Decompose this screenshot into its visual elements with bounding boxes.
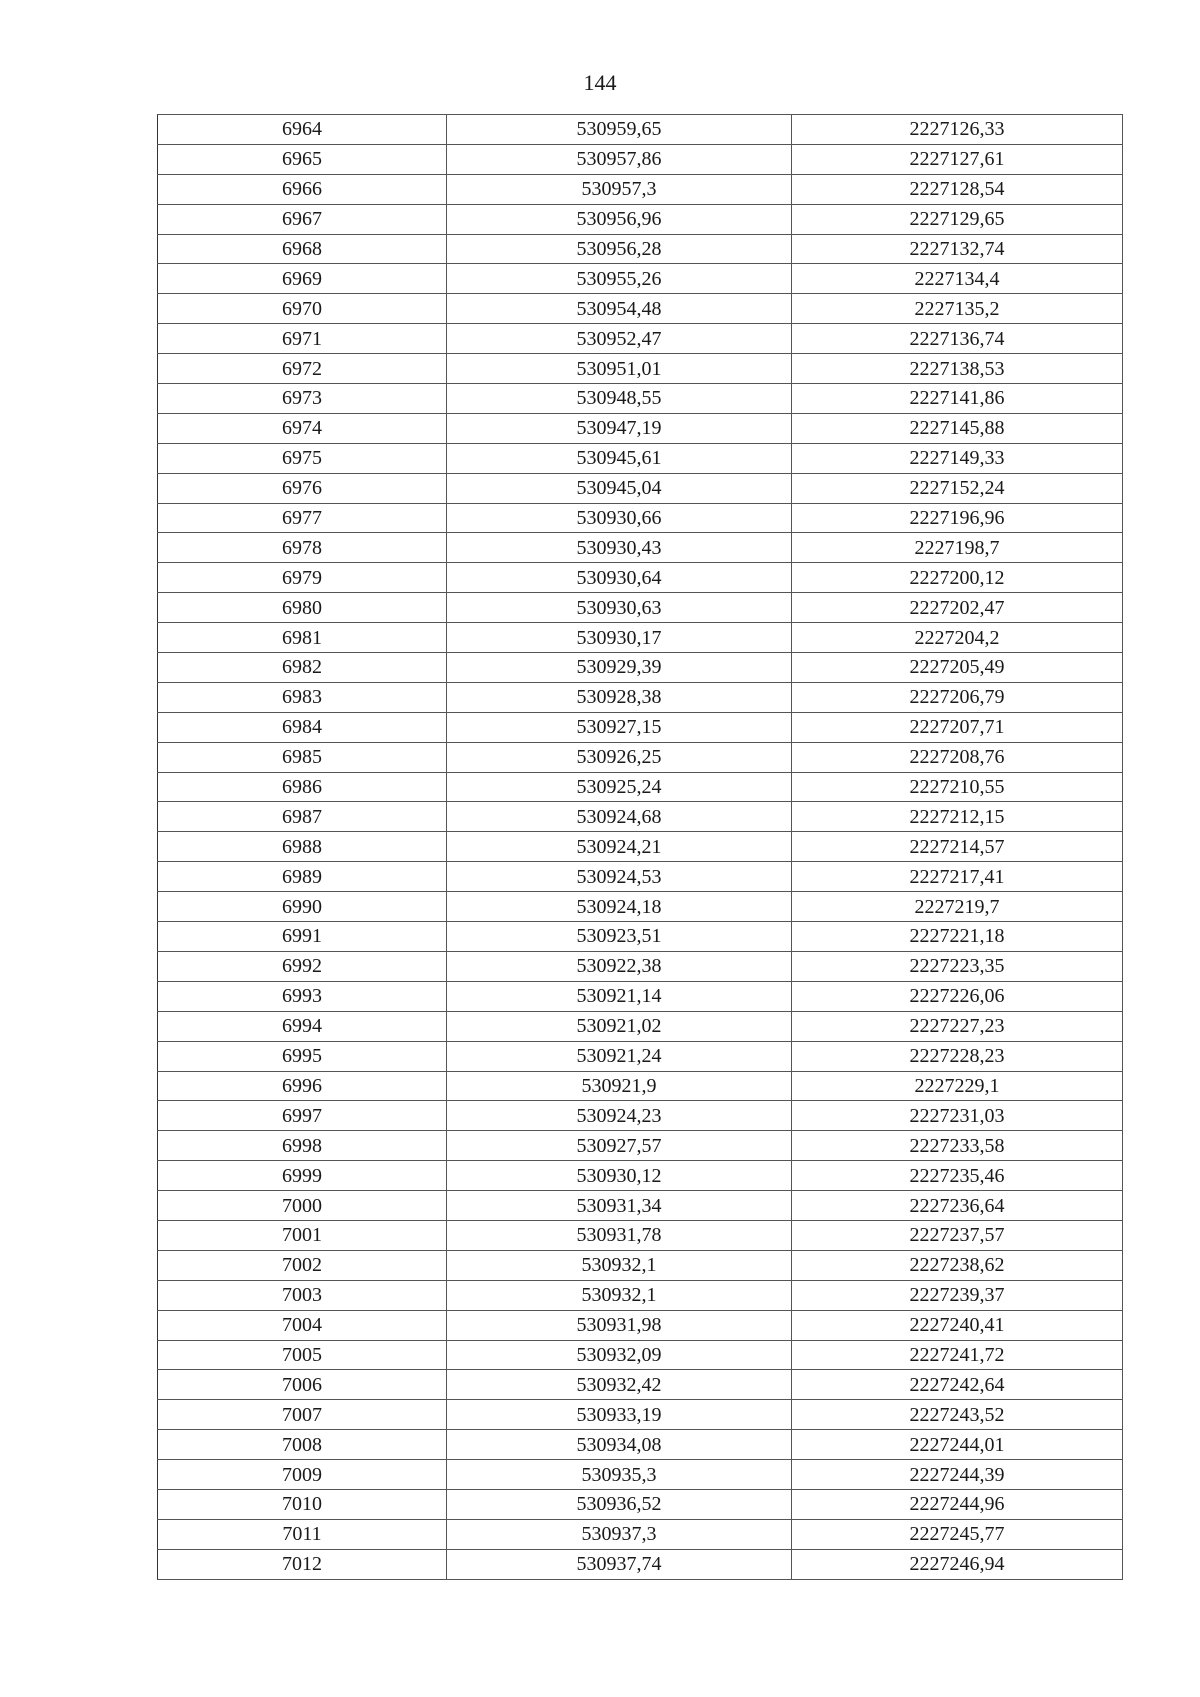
table-row <box>158 294 1123 324</box>
x-coordinate-cell: 530925,24 <box>447 772 792 802</box>
point-number-cell: 7010 <box>158 1489 447 1519</box>
coordinates-table-body <box>158 115 1123 1580</box>
y-coordinate-cell: 2227129,65 <box>792 204 1123 234</box>
x-coordinate-cell: 530951,01 <box>447 354 792 384</box>
point-number-cell: 6992 <box>158 951 447 981</box>
table-row <box>158 1250 1123 1280</box>
y-coordinate-cell: 2227233,58 <box>792 1131 1123 1161</box>
table-row <box>158 264 1123 294</box>
y-coordinate-cell: 2227246,94 <box>792 1549 1123 1579</box>
y-coordinate-cell: 2227204,2 <box>792 623 1123 653</box>
y-coordinate-cell: 2227223,35 <box>792 951 1123 981</box>
x-coordinate-cell: 530933,19 <box>447 1400 792 1430</box>
point-number-cell: 6993 <box>158 981 447 1011</box>
point-number-cell: 6973 <box>158 384 447 414</box>
point-number-cell: 7005 <box>158 1340 447 1370</box>
table-row <box>158 384 1123 414</box>
point-number-cell: 6968 <box>158 234 447 264</box>
table-row <box>158 802 1123 832</box>
table-row <box>158 174 1123 204</box>
x-coordinate-cell: 530934,08 <box>447 1430 792 1460</box>
y-coordinate-cell: 2227208,76 <box>792 742 1123 772</box>
point-number-cell: 7004 <box>158 1310 447 1340</box>
y-coordinate-cell: 2227135,2 <box>792 294 1123 324</box>
y-coordinate-cell: 2227205,49 <box>792 653 1123 683</box>
point-number-cell: 6966 <box>158 174 447 204</box>
y-coordinate-cell: 2227221,18 <box>792 922 1123 952</box>
x-coordinate-cell: 530931,98 <box>447 1310 792 1340</box>
point-number-cell: 6990 <box>158 892 447 922</box>
y-coordinate-cell: 2227240,41 <box>792 1310 1123 1340</box>
y-coordinate-cell: 2227238,62 <box>792 1250 1123 1280</box>
point-number-cell: 7001 <box>158 1220 447 1250</box>
table-row <box>158 742 1123 772</box>
table-row <box>158 832 1123 862</box>
point-number-cell: 6981 <box>158 623 447 653</box>
x-coordinate-cell: 530930,17 <box>447 623 792 653</box>
point-number-cell: 6980 <box>158 593 447 623</box>
y-coordinate-cell: 2227236,64 <box>792 1191 1123 1221</box>
table-row <box>158 593 1123 623</box>
table-row <box>158 1370 1123 1400</box>
y-coordinate-cell: 2227141,86 <box>792 384 1123 414</box>
x-coordinate-cell: 530932,1 <box>447 1250 792 1280</box>
point-number-cell: 6991 <box>158 922 447 952</box>
y-coordinate-cell: 2227138,53 <box>792 354 1123 384</box>
y-coordinate-cell: 2227132,74 <box>792 234 1123 264</box>
table-row <box>158 115 1123 145</box>
point-number-cell: 6988 <box>158 832 447 862</box>
y-coordinate-cell: 2227226,06 <box>792 981 1123 1011</box>
y-coordinate-cell: 2227231,03 <box>792 1101 1123 1131</box>
point-number-cell: 7008 <box>158 1430 447 1460</box>
point-number-cell: 6977 <box>158 503 447 533</box>
y-coordinate-cell: 2227229,1 <box>792 1071 1123 1101</box>
table-row <box>158 1340 1123 1370</box>
y-coordinate-cell: 2227136,74 <box>792 324 1123 354</box>
x-coordinate-cell: 530931,34 <box>447 1191 792 1221</box>
table-row <box>158 1011 1123 1041</box>
y-coordinate-cell: 2227219,7 <box>792 892 1123 922</box>
x-coordinate-cell: 530957,86 <box>447 144 792 174</box>
point-number-cell: 7000 <box>158 1191 447 1221</box>
table-row <box>158 1400 1123 1430</box>
x-coordinate-cell: 530924,23 <box>447 1101 792 1131</box>
x-coordinate-cell: 530930,43 <box>447 533 792 563</box>
x-coordinate-cell: 530930,64 <box>447 563 792 593</box>
point-number-cell: 6967 <box>158 204 447 234</box>
point-number-cell: 6989 <box>158 862 447 892</box>
x-coordinate-cell: 530937,3 <box>447 1519 792 1549</box>
x-coordinate-cell: 530922,38 <box>447 951 792 981</box>
x-coordinate-cell: 530936,52 <box>447 1489 792 1519</box>
x-coordinate-cell: 530956,96 <box>447 204 792 234</box>
y-coordinate-cell: 2227206,79 <box>792 682 1123 712</box>
x-coordinate-cell: 530927,15 <box>447 712 792 742</box>
point-number-cell: 6999 <box>158 1161 447 1191</box>
x-coordinate-cell: 530924,68 <box>447 802 792 832</box>
x-coordinate-cell: 530945,61 <box>447 443 792 473</box>
y-coordinate-cell: 2227241,72 <box>792 1340 1123 1370</box>
y-coordinate-cell: 2227152,24 <box>792 473 1123 503</box>
x-coordinate-cell: 530937,74 <box>447 1549 792 1579</box>
x-coordinate-cell: 530926,25 <box>447 742 792 772</box>
y-coordinate-cell: 2227239,37 <box>792 1280 1123 1310</box>
coordinates-table <box>157 114 1123 1580</box>
x-coordinate-cell: 530929,39 <box>447 653 792 683</box>
x-coordinate-cell: 530947,19 <box>447 413 792 443</box>
table-row <box>158 1191 1123 1221</box>
y-coordinate-cell: 2227212,15 <box>792 802 1123 832</box>
x-coordinate-cell: 530952,47 <box>447 324 792 354</box>
y-coordinate-cell: 2227127,61 <box>792 144 1123 174</box>
point-number-cell: 6972 <box>158 354 447 384</box>
table-row <box>158 413 1123 443</box>
x-coordinate-cell: 530948,55 <box>447 384 792 414</box>
point-number-cell: 6986 <box>158 772 447 802</box>
x-coordinate-cell: 530959,65 <box>447 115 792 145</box>
x-coordinate-cell: 530921,24 <box>447 1041 792 1071</box>
page-number: 144 <box>583 70 617 95</box>
point-number-cell: 6964 <box>158 115 447 145</box>
point-number-cell: 6982 <box>158 653 447 683</box>
table-row <box>158 862 1123 892</box>
point-number-cell: 6979 <box>158 563 447 593</box>
x-coordinate-cell: 530954,48 <box>447 294 792 324</box>
table-row <box>158 473 1123 503</box>
point-number-cell: 6994 <box>158 1011 447 1041</box>
y-coordinate-cell: 2227244,01 <box>792 1430 1123 1460</box>
table-row <box>158 1041 1123 1071</box>
x-coordinate-cell: 530931,78 <box>447 1220 792 1250</box>
y-coordinate-cell: 2227202,47 <box>792 593 1123 623</box>
table-row <box>158 1161 1123 1191</box>
table-row <box>158 1101 1123 1131</box>
y-coordinate-cell: 2227210,55 <box>792 772 1123 802</box>
table-row <box>158 1519 1123 1549</box>
y-coordinate-cell: 2227245,77 <box>792 1519 1123 1549</box>
table-row <box>158 144 1123 174</box>
y-coordinate-cell: 2227149,33 <box>792 443 1123 473</box>
y-coordinate-cell: 2227242,64 <box>792 1370 1123 1400</box>
point-number-cell: 6978 <box>158 533 447 563</box>
y-coordinate-cell: 2227237,57 <box>792 1220 1123 1250</box>
table-row <box>158 712 1123 742</box>
table-row <box>158 1310 1123 1340</box>
table-row <box>158 981 1123 1011</box>
table-row <box>158 234 1123 264</box>
point-number-cell: 7003 <box>158 1280 447 1310</box>
x-coordinate-cell: 530923,51 <box>447 922 792 952</box>
x-coordinate-cell: 530921,9 <box>447 1071 792 1101</box>
table-row <box>158 653 1123 683</box>
x-coordinate-cell: 530924,21 <box>447 832 792 862</box>
table-row <box>158 951 1123 981</box>
point-number-cell: 6998 <box>158 1131 447 1161</box>
point-number-cell: 7011 <box>158 1519 447 1549</box>
x-coordinate-cell: 530955,26 <box>447 264 792 294</box>
table-row <box>158 1489 1123 1519</box>
table-row <box>158 563 1123 593</box>
point-number-cell: 6969 <box>158 264 447 294</box>
y-coordinate-cell: 2227134,4 <box>792 264 1123 294</box>
point-number-cell: 6983 <box>158 682 447 712</box>
table-row <box>158 533 1123 563</box>
y-coordinate-cell: 2227227,23 <box>792 1011 1123 1041</box>
point-number-cell: 6975 <box>158 443 447 473</box>
table-row <box>158 1071 1123 1101</box>
table-row <box>158 354 1123 384</box>
table-row <box>158 1460 1123 1490</box>
y-coordinate-cell: 2227196,96 <box>792 503 1123 533</box>
point-number-cell: 7009 <box>158 1460 447 1490</box>
x-coordinate-cell: 530930,12 <box>447 1161 792 1191</box>
x-coordinate-cell: 530932,1 <box>447 1280 792 1310</box>
y-coordinate-cell: 2227200,12 <box>792 563 1123 593</box>
point-number-cell: 6985 <box>158 742 447 772</box>
point-number-cell: 7007 <box>158 1400 447 1430</box>
x-coordinate-cell: 530945,04 <box>447 473 792 503</box>
point-number-cell: 6970 <box>158 294 447 324</box>
point-number-cell: 6976 <box>158 473 447 503</box>
table-row <box>158 443 1123 473</box>
x-coordinate-cell: 530921,02 <box>447 1011 792 1041</box>
point-number-cell: 7002 <box>158 1250 447 1280</box>
table-row <box>158 1280 1123 1310</box>
point-number-cell: 6984 <box>158 712 447 742</box>
y-coordinate-cell: 2227214,57 <box>792 832 1123 862</box>
x-coordinate-cell: 530924,53 <box>447 862 792 892</box>
point-number-cell: 6965 <box>158 144 447 174</box>
x-coordinate-cell: 530930,63 <box>447 593 792 623</box>
x-coordinate-cell: 530956,28 <box>447 234 792 264</box>
x-coordinate-cell: 530921,14 <box>447 981 792 1011</box>
y-coordinate-cell: 2227243,52 <box>792 1400 1123 1430</box>
x-coordinate-cell: 530932,09 <box>447 1340 792 1370</box>
x-coordinate-cell: 530927,57 <box>447 1131 792 1161</box>
point-number-cell: 6974 <box>158 413 447 443</box>
table-row <box>158 324 1123 354</box>
point-number-cell: 6987 <box>158 802 447 832</box>
table-row <box>158 503 1123 533</box>
point-number-cell: 7006 <box>158 1370 447 1400</box>
table-row <box>158 1220 1123 1250</box>
table-row <box>158 204 1123 234</box>
y-coordinate-cell: 2227126,33 <box>792 115 1123 145</box>
point-number-cell: 6997 <box>158 1101 447 1131</box>
y-coordinate-cell: 2227235,46 <box>792 1161 1123 1191</box>
y-coordinate-cell: 2227228,23 <box>792 1041 1123 1071</box>
x-coordinate-cell: 530924,18 <box>447 892 792 922</box>
x-coordinate-cell: 530932,42 <box>447 1370 792 1400</box>
table-row <box>158 922 1123 952</box>
y-coordinate-cell: 2227217,41 <box>792 862 1123 892</box>
point-number-cell: 6971 <box>158 324 447 354</box>
table-row <box>158 772 1123 802</box>
table-row <box>158 1549 1123 1579</box>
point-number-cell: 7012 <box>158 1549 447 1579</box>
y-coordinate-cell: 2227207,71 <box>792 712 1123 742</box>
y-coordinate-cell: 2227244,39 <box>792 1460 1123 1490</box>
point-number-cell: 6995 <box>158 1041 447 1071</box>
x-coordinate-cell: 530957,3 <box>447 174 792 204</box>
table-row <box>158 682 1123 712</box>
y-coordinate-cell: 2227145,88 <box>792 413 1123 443</box>
table-row <box>158 1131 1123 1161</box>
x-coordinate-cell: 530928,38 <box>447 682 792 712</box>
point-number-cell: 6996 <box>158 1071 447 1101</box>
x-coordinate-cell: 530930,66 <box>447 503 792 533</box>
y-coordinate-cell: 2227198,7 <box>792 533 1123 563</box>
table-row <box>158 623 1123 653</box>
y-coordinate-cell: 2227128,54 <box>792 174 1123 204</box>
table-row <box>158 1430 1123 1460</box>
y-coordinate-cell: 2227244,96 <box>792 1489 1123 1519</box>
table-row <box>158 892 1123 922</box>
x-coordinate-cell: 530935,3 <box>447 1460 792 1490</box>
